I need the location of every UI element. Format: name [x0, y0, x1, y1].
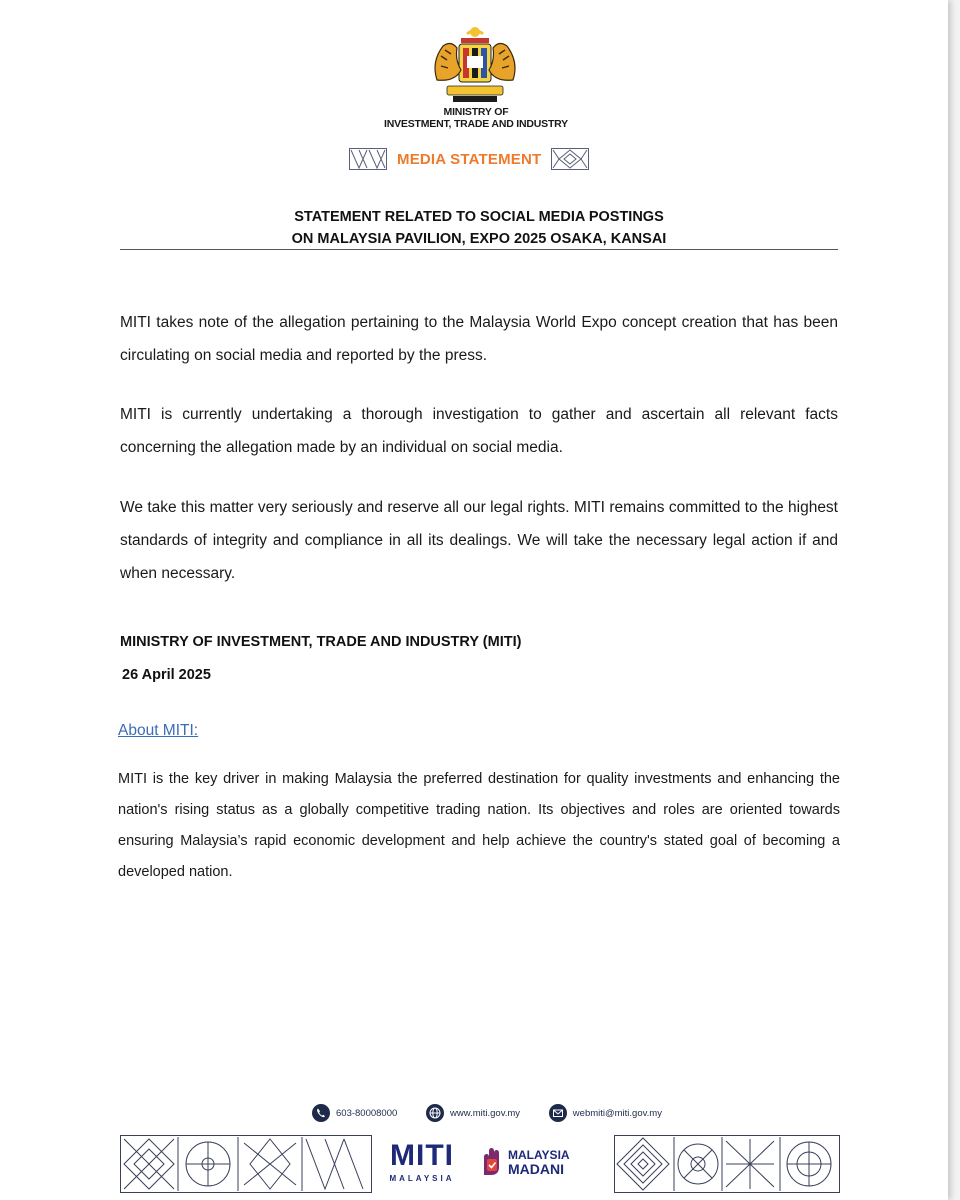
email-icon: [549, 1104, 567, 1122]
paragraph-1: MITI takes note of the allegation pertaining to the Malaysia World Expo concept creation that has been circulating on social media and reported by the press.: [120, 314, 838, 364]
contact-bar: [312, 1102, 662, 1124]
statement-date: 26 April 2025: [122, 667, 211, 683]
statement-title-line2: ON MALAYSIA PAVILION, EXPO 2025 OSAKA, KANSAI: [291, 231, 667, 247]
miti-logo-sub: MALAYSIA: [389, 1174, 455, 1183]
footer-pattern-left-icon: [120, 1135, 372, 1193]
signature-organization: MINISTRY OF INVESTMENT, TRADE AND INDUSTRY (MITI): [120, 634, 522, 650]
paragraph-3: We take this matter very seriously and reserve all our legal rights. MITI remains committed to the highest standards of integrity and compliance in all its dealings. We will take the necessary legal action if and when necessary.: [120, 499, 838, 582]
statement-title: [120, 206, 838, 250]
miti-logo-word: MITI: [390, 1139, 454, 1172]
about-miti-link[interactable]: About MITI:: [118, 722, 199, 739]
email-address: webmiti@miti.gov.my: [572, 1107, 662, 1119]
contact-website[interactable]: [426, 1104, 520, 1122]
about-miti-text: MITI is the key driver in making Malaysia the preferred destination for quality investments and enhancing the nation's rising status as a globally competitive trading nation. Its objectives and roles are oriented towards ensuring Malaysia’s rapid economic development and help achieve the country's stated goal of becoming a developed nation.: [118, 771, 840, 880]
globe-icon: [426, 1104, 444, 1122]
coat-of-arms-icon: [427, 22, 523, 108]
phone-number: 603-80008000: [336, 1107, 398, 1119]
ministry-name-line2: INVESTMENT, TRADE AND INDUSTRY: [384, 118, 568, 130]
phone-icon: [312, 1104, 330, 1122]
media-statement-banner: [349, 146, 589, 172]
ministry-name-line1: MINISTRY OF: [443, 106, 509, 118]
ministry-name: [380, 106, 572, 130]
malaysia-madani-logo: [480, 1145, 570, 1179]
contact-phone[interactable]: [312, 1104, 397, 1122]
paragraph-2: MITI is currently undertaking a thorough investigation to gather and ascertain all relevant facts concerning the allegation made by an individual on social media.: [120, 406, 838, 456]
madani-logo-line2: MADANI: [508, 1161, 564, 1177]
madani-hand-icon: [480, 1145, 504, 1179]
miti-logo: [382, 1141, 462, 1183]
title-divider: [120, 249, 838, 250]
pattern-left-icon: [349, 148, 387, 170]
pattern-right-icon: [551, 148, 589, 170]
footer-band: [120, 1135, 840, 1193]
statement-title-line1: STATEMENT RELATED TO SOCIAL MEDIA POSTINGS: [294, 209, 664, 225]
madani-logo-line1: MALAYSIA: [508, 1148, 570, 1162]
contact-email[interactable]: [549, 1104, 662, 1122]
footer-pattern-right-icon: [614, 1135, 840, 1193]
website-url: www.miti.gov.my: [450, 1107, 521, 1119]
media-statement-label: MEDIA STATEMENT: [397, 150, 542, 168]
